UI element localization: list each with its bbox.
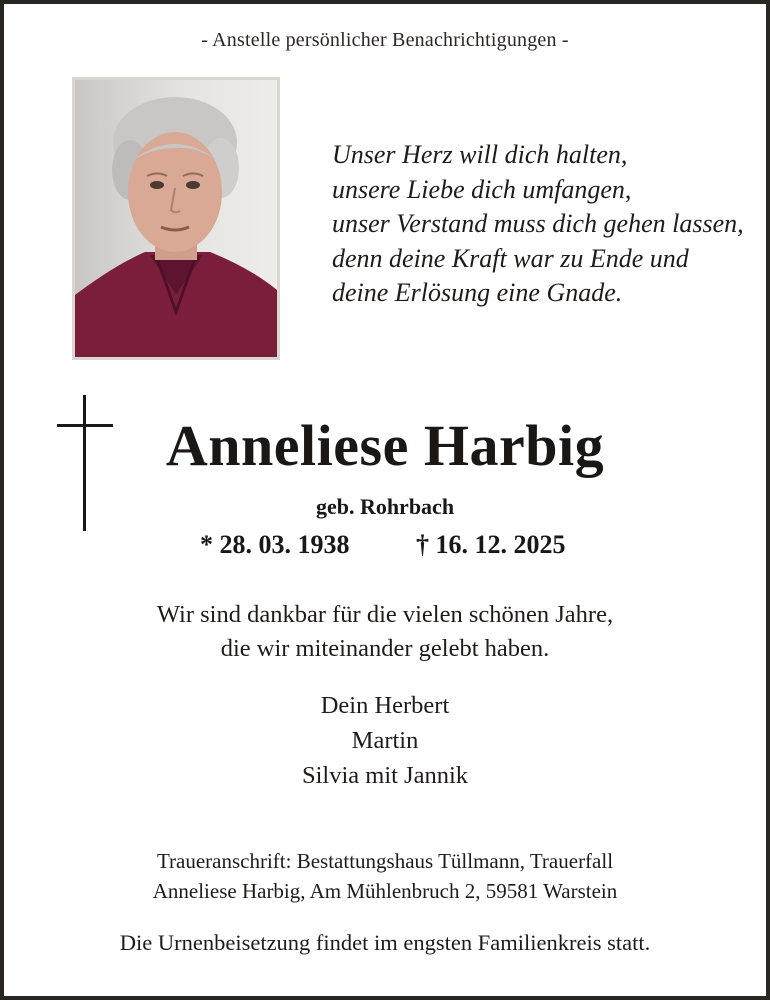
thanks-line: Wir sind dankbar für die vielen schönen Jahre, [156, 601, 614, 628]
poem-line: deine Erlösung eine Gnade. [332, 278, 623, 307]
thanks-line: die wir miteinander gelebt haben. [220, 635, 550, 662]
life-dates [4, 530, 766, 562]
header-note: - Anstelle persönlicher Benachrichtigungen - [201, 29, 569, 51]
maiden-name: geb. Rohrbach [315, 494, 455, 519]
birth-date: * 28. 03. 1938 [200, 530, 350, 559]
portrait-photo [72, 77, 280, 360]
portrait-image [75, 80, 277, 357]
burial-note: Die Urnenbeisetzung findet im engsten Familienkreis statt. [119, 930, 651, 955]
mourner: Dein Herbert [320, 692, 450, 719]
poem [332, 138, 752, 311]
mourner: Silvia mit Jannik [301, 762, 469, 789]
death-date: † 16. 12. 2025 [416, 530, 566, 559]
address-line: Anneliese Harbig, Am Mühlenbruch 2, 59581 Warstein [152, 879, 618, 903]
mourner: Martin [351, 727, 419, 754]
address-line: Traueranschrift: Bestattungshaus Tüllmann, Trauerfall [156, 849, 614, 873]
poem-line: Unser Herz will dich halten, [332, 140, 628, 169]
thanks-text [4, 598, 766, 666]
poem-line: denn deine Kraft war zu Ende und [332, 243, 689, 273]
poem-line: unsere Liebe dich umfangen, [332, 174, 632, 204]
deceased-name: Anneliese Harbig [165, 413, 605, 478]
mourning-address [4, 846, 766, 906]
poem-line: unser Verstand muss dich gehen lassen, [332, 209, 744, 238]
mourners-list [4, 688, 766, 793]
